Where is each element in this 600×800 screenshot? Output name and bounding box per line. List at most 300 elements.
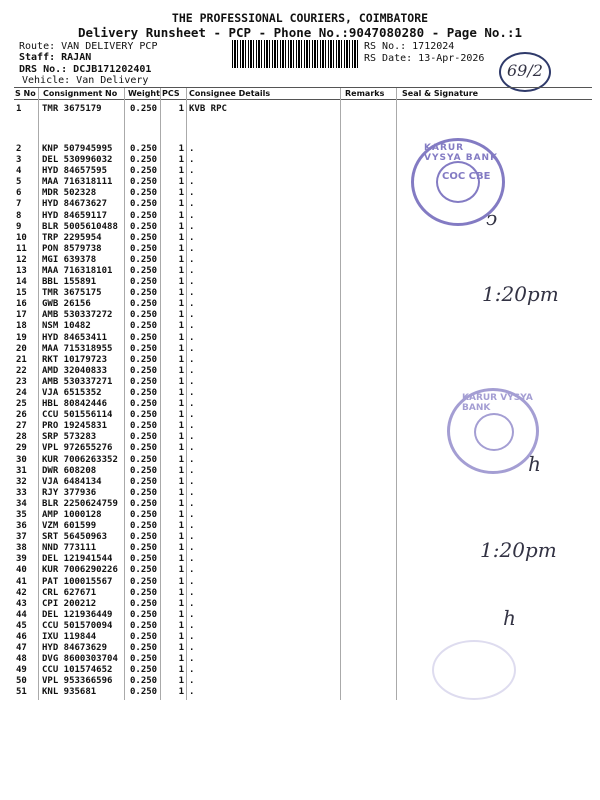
row-consignee: . [189, 410, 195, 421]
row-weight: 0.250 [130, 565, 158, 576]
table-row [0, 355, 600, 366]
row-sno: 2 [16, 144, 22, 154]
row-weight: 0.250 [130, 487, 158, 498]
row-consignment-no: RKT 10179723 [42, 354, 108, 365]
rs-number: RS No.: 1712024 [364, 41, 455, 52]
row-weight: 0.250 [130, 243, 158, 254]
row-weight: 0.250 [130, 399, 158, 410]
row-sno: 8 [16, 210, 22, 221]
row-consignee: . [189, 454, 195, 465]
row-consignment-no: MAA 716318101 [42, 265, 113, 276]
row-consignee: . [189, 354, 195, 365]
table-row [0, 643, 600, 654]
row-consignee: . [189, 265, 195, 276]
row-weight: 0.250 [130, 104, 158, 114]
row-consignee: . [189, 399, 195, 410]
table-row [0, 255, 600, 266]
row-consignment-no: NSM 10482 [42, 321, 91, 332]
row-weight: 0.250 [130, 665, 158, 676]
row-sno: 49 [16, 665, 27, 676]
row-pcs: 1 [178, 321, 184, 332]
table-row [0, 344, 600, 355]
row-sno: 35 [16, 509, 27, 520]
runsheet-subtitle: Delivery Runsheet - PCP - Phone No.:9047080280 - Page No.:1 [77, 25, 522, 40]
row-weight: 0.250 [130, 387, 158, 398]
row-consignee: . [189, 554, 195, 565]
row-weight: 0.250 [130, 310, 158, 321]
row-consignment-no: BLR 2250624759 [42, 498, 118, 509]
row-pcs: 1 [178, 332, 184, 343]
row-sno: 6 [16, 188, 22, 199]
row-sno: 23 [16, 376, 27, 387]
row-sno: 3 [16, 155, 22, 166]
row-consignment-no: MAA 715318955 [42, 343, 113, 354]
col-pcs: PCS [162, 89, 180, 98]
table-row [0, 233, 600, 244]
row-weight: 0.250 [130, 265, 158, 276]
row-consignee: . [189, 565, 195, 576]
row-consignee: . [189, 210, 195, 221]
row-weight: 0.250 [130, 410, 158, 421]
row-consignee: . [189, 421, 195, 432]
row-consignee: . [189, 310, 195, 321]
row-consignee: . [189, 277, 195, 288]
row-pcs: 1 [178, 454, 184, 465]
row-sno: 47 [16, 643, 27, 654]
row-weight: 0.250 [130, 432, 158, 443]
signature-mark: ℎ [503, 606, 516, 630]
row-pcs: 1 [178, 587, 184, 598]
row-weight: 0.250 [130, 254, 158, 265]
row-consignment-no: MAA 716318111 [42, 177, 113, 188]
handwritten-time: 1:20pm [480, 538, 557, 562]
row-pcs: 1 [178, 476, 184, 487]
row-sno: 40 [16, 565, 27, 576]
row-weight: 0.250 [130, 421, 158, 432]
table-row [0, 377, 600, 388]
row-weight: 0.250 [130, 609, 158, 620]
row-weight: 0.250 [130, 188, 158, 199]
row-consignment-no: BLR 5005610488 [42, 221, 118, 232]
row-consignee: . [189, 620, 195, 631]
col-remarks: Remarks [345, 89, 385, 98]
row-pcs: 1 [178, 687, 184, 698]
row-sno: 20 [16, 343, 27, 354]
row-consignment-no: KNL 935681 [42, 687, 97, 698]
row-pcs: 1 [178, 376, 184, 387]
table-row [0, 488, 600, 499]
row-consignee: . [189, 476, 195, 487]
faint-seal-stamp [432, 640, 516, 700]
row-pcs: 1 [178, 609, 184, 620]
row-pcs: 1 [178, 265, 184, 276]
row-sno: 11 [16, 243, 27, 254]
table-row [0, 477, 600, 488]
row-consignee: . [189, 166, 195, 177]
row-weight: 0.250 [130, 498, 158, 509]
row-pcs: 1 [178, 104, 184, 114]
row-pcs: 1 [178, 277, 184, 288]
row-weight: 0.250 [130, 454, 158, 465]
row-consignment-no: VZM 601599 [42, 521, 97, 532]
table-row [0, 577, 600, 588]
header-bottom-rule [14, 99, 592, 100]
row-consignment-no: AMD 32040833 [42, 365, 108, 376]
row-consignee: . [189, 432, 195, 443]
row-pcs: 1 [178, 243, 184, 254]
row-weight: 0.250 [130, 620, 158, 631]
col-weight: Weight [128, 89, 160, 98]
row-weight: 0.250 [130, 521, 158, 532]
row-consignee: . [189, 598, 195, 609]
row-sno: 33 [16, 487, 27, 498]
handwritten-circle-note [499, 52, 551, 92]
row-weight: 0.250 [130, 166, 158, 177]
row-pcs: 1 [178, 620, 184, 631]
row-weight: 0.250 [130, 144, 158, 154]
row-pcs: 1 [178, 155, 184, 166]
row-pcs: 1 [178, 254, 184, 265]
row-consignment-no: SRT 56450963 [42, 532, 108, 543]
row-consignee: KVB RPC [189, 104, 227, 114]
row-consignee: . [189, 288, 195, 299]
table-row [0, 104, 600, 115]
row-weight: 0.250 [130, 177, 158, 188]
table-row [0, 366, 600, 377]
table-row [0, 155, 600, 166]
row-sno: 15 [16, 288, 27, 299]
row-consignment-no: MGI 639378 [42, 254, 97, 265]
row-consignee: . [189, 243, 195, 254]
col-seal: Seal & Signature [402, 89, 479, 98]
row-weight: 0.250 [130, 532, 158, 543]
signature-mark: ↄ [486, 206, 498, 230]
row-consignee: . [189, 177, 195, 188]
row-consignee: . [189, 609, 195, 620]
row-sno: 46 [16, 631, 27, 642]
row-consignee: . [189, 654, 195, 665]
row-consignment-no: AMP 1000128 [42, 509, 102, 520]
row-consignee: . [189, 144, 195, 154]
row-sno: 31 [16, 465, 27, 476]
row-pcs: 1 [178, 443, 184, 454]
row-pcs: 1 [178, 421, 184, 432]
row-consignment-no: RJY 377936 [42, 487, 97, 498]
row-consignee: . [189, 509, 195, 520]
row-consignee: . [189, 343, 195, 354]
row-consignment-no: TRP 2295954 [42, 232, 102, 243]
row-weight: 0.250 [130, 221, 158, 232]
row-consignee: . [189, 376, 195, 387]
row-sno: 41 [16, 576, 27, 587]
row-consignment-no: DVG 8600303704 [42, 654, 118, 665]
handwritten-time: 1:20pm [482, 282, 559, 306]
row-consignee: . [189, 587, 195, 598]
row-sno: 14 [16, 277, 27, 288]
row-sno: 5 [16, 177, 22, 188]
row-pcs: 1 [178, 410, 184, 421]
row-sno: 37 [16, 532, 27, 543]
table-row [0, 510, 600, 521]
stamp-bank-name: KARUR VYSYA BANK [462, 393, 533, 413]
company-name: THE PROFESSIONAL COURIERS, COIMBATORE [171, 11, 429, 25]
row-consignment-no: MDR 502328 [42, 188, 97, 199]
row-consignment-no: DEL 530996032 [42, 155, 113, 166]
table-row [0, 632, 600, 643]
row-pcs: 1 [178, 598, 184, 609]
row-sno: 42 [16, 587, 27, 598]
row-consignee: . [189, 521, 195, 532]
row-sno: 10 [16, 232, 27, 243]
row-pcs: 1 [178, 387, 184, 398]
row-sno: 1 [16, 104, 22, 114]
row-consignment-no: DWR 608208 [42, 465, 97, 476]
row-weight: 0.250 [130, 643, 158, 654]
row-sno: 25 [16, 399, 27, 410]
row-weight: 0.250 [130, 587, 158, 598]
row-pcs: 1 [178, 354, 184, 365]
row-weight: 0.250 [130, 210, 158, 221]
row-consignee: . [189, 465, 195, 476]
row-pcs: 1 [178, 310, 184, 321]
table-row [0, 222, 600, 233]
row-sno: 50 [16, 676, 27, 687]
row-pcs: 1 [178, 221, 184, 232]
row-consignee: . [189, 188, 195, 199]
row-weight: 0.250 [130, 155, 158, 166]
row-consignment-no: HYD 84673629 [42, 643, 108, 654]
row-weight: 0.250 [130, 299, 158, 310]
row-sno: 43 [16, 598, 27, 609]
row-sno: 4 [16, 166, 22, 177]
row-consignee: . [189, 232, 195, 243]
row-consignee: . [189, 299, 195, 310]
row-consignment-no: CCU 501556114 [42, 410, 113, 421]
row-sno: 16 [16, 299, 27, 310]
row-consignment-no: CPI 200212 [42, 598, 97, 609]
row-sno: 26 [16, 410, 27, 421]
row-weight: 0.250 [130, 332, 158, 343]
row-sno: 21 [16, 354, 27, 365]
row-weight: 0.250 [130, 576, 158, 587]
row-consignment-no: GWB 26156 [42, 299, 91, 310]
row-sno: 30 [16, 454, 27, 465]
row-weight: 0.250 [130, 554, 158, 565]
row-pcs: 1 [178, 343, 184, 354]
row-sno: 45 [16, 620, 27, 631]
row-consignee: . [189, 221, 195, 232]
row-pcs: 1 [178, 665, 184, 676]
row-consignment-no: KUR 7006290226 [42, 565, 118, 576]
row-pcs: 1 [178, 643, 184, 654]
row-sno: 17 [16, 310, 27, 321]
table-row [0, 177, 600, 188]
row-sno: 18 [16, 321, 27, 332]
drs-number: DRS No.: DCJB171202401 [19, 64, 152, 75]
row-pcs: 1 [178, 631, 184, 642]
row-weight: 0.250 [130, 476, 158, 487]
row-weight: 0.250 [130, 509, 158, 520]
row-sno: 32 [16, 476, 27, 487]
table-row [0, 687, 600, 698]
row-pcs: 1 [178, 554, 184, 565]
table-row [0, 266, 600, 277]
table-row [0, 521, 600, 532]
row-sno: 29 [16, 443, 27, 454]
row-weight: 0.250 [130, 443, 158, 454]
row-pcs: 1 [178, 654, 184, 665]
table-row [0, 333, 600, 344]
row-weight: 0.250 [130, 365, 158, 376]
row-pcs: 1 [178, 576, 184, 587]
row-pcs: 1 [178, 498, 184, 509]
row-consignment-no: VJA 6484134 [42, 476, 102, 487]
row-consignee: . [189, 543, 195, 554]
table-row [0, 166, 600, 177]
row-weight: 0.250 [130, 598, 158, 609]
row-pcs: 1 [178, 543, 184, 554]
row-weight: 0.250 [130, 376, 158, 387]
row-consignee: . [189, 487, 195, 498]
row-pcs: 1 [178, 565, 184, 576]
row-consignment-no: VJA 6515352 [42, 387, 102, 398]
row-consignment-no: CRL 627671 [42, 587, 97, 598]
table-row [0, 244, 600, 255]
barcode [232, 40, 358, 68]
table-row [0, 211, 600, 222]
row-consignment-no: SRP 573283 [42, 432, 97, 443]
stamp-bank-name: KARUR VYSYA BANK [424, 143, 499, 163]
bank-seal-stamp [447, 388, 539, 474]
row-weight: 0.250 [130, 465, 158, 476]
row-consignee: . [189, 631, 195, 642]
row-consignee: . [189, 387, 195, 398]
table-row [0, 321, 600, 332]
row-sno: 36 [16, 521, 27, 532]
row-pcs: 1 [178, 365, 184, 376]
stamp-branch: COC CBE [442, 171, 491, 182]
row-weight: 0.250 [130, 543, 158, 554]
row-sno: 12 [16, 254, 27, 265]
row-sno: 44 [16, 609, 27, 620]
row-consignment-no: KNP 507945995 [42, 144, 113, 154]
row-consignment-no: DEL 121941544 [42, 554, 113, 565]
row-weight: 0.250 [130, 654, 158, 665]
row-pcs: 1 [178, 676, 184, 687]
col-sno: S No [15, 89, 36, 98]
row-pcs: 1 [178, 299, 184, 310]
row-sno: 28 [16, 432, 27, 443]
table-row [0, 565, 600, 576]
row-weight: 0.250 [130, 199, 158, 210]
circle-note-text: 69/2 [507, 61, 543, 80]
row-consignment-no: CCU 101574652 [42, 665, 113, 676]
row-sno: 51 [16, 687, 27, 698]
row-sno: 7 [16, 199, 22, 210]
row-consignee: . [189, 155, 195, 166]
row-weight: 0.250 [130, 277, 158, 288]
row-consignment-no: PRO 19245831 [42, 421, 108, 432]
table-row [0, 310, 600, 321]
row-sno: 13 [16, 265, 27, 276]
row-consignment-no: IXU 119844 [42, 631, 97, 642]
row-consignee: . [189, 199, 195, 210]
row-sno: 24 [16, 387, 27, 398]
row-sno: 22 [16, 365, 27, 376]
row-sno: 19 [16, 332, 27, 343]
row-consignee: . [189, 576, 195, 587]
row-consignee: . [189, 365, 195, 376]
row-consignment-no: HYD 84657595 [42, 166, 108, 177]
row-pcs: 1 [178, 199, 184, 210]
row-weight: 0.250 [130, 687, 158, 698]
table-row [0, 199, 600, 210]
table-row [0, 144, 600, 155]
row-pcs: 1 [178, 432, 184, 443]
row-consignment-no: TMR 3675179 [42, 104, 102, 114]
row-consignee: . [189, 532, 195, 543]
row-weight: 0.250 [130, 232, 158, 243]
signature-mark: ℎ [528, 452, 541, 476]
row-consignee: . [189, 687, 195, 698]
row-pcs: 1 [178, 177, 184, 188]
col-consignment: Consignment No [43, 89, 118, 98]
col-consignee: Consignee Details [189, 89, 271, 98]
row-consignment-no: PAT 100015567 [42, 576, 113, 587]
row-consignment-no: TMR 3675175 [42, 288, 102, 299]
row-consignee: . [189, 498, 195, 509]
row-pcs: 1 [178, 487, 184, 498]
row-weight: 0.250 [130, 343, 158, 354]
row-weight: 0.250 [130, 631, 158, 642]
row-pcs: 1 [178, 532, 184, 543]
row-pcs: 1 [178, 188, 184, 199]
route-label: Route: VAN DELIVERY PCP [19, 41, 158, 52]
row-weight: 0.250 [130, 288, 158, 299]
row-pcs: 1 [178, 509, 184, 520]
row-consignment-no: AMB 530337272 [42, 310, 113, 321]
row-pcs: 1 [178, 465, 184, 476]
row-weight: 0.250 [130, 676, 158, 687]
row-pcs: 1 [178, 210, 184, 221]
row-pcs: 1 [178, 288, 184, 299]
row-consignee: . [189, 643, 195, 654]
row-consignment-no: HYD 84659117 [42, 210, 108, 221]
row-consignment-no: KUR 7006263352 [42, 454, 118, 465]
row-sno: 27 [16, 421, 27, 432]
row-consignment-no: VPL 953366596 [42, 676, 113, 687]
row-consignee: . [189, 321, 195, 332]
row-consignee: . [189, 254, 195, 265]
row-weight: 0.250 [130, 321, 158, 332]
row-pcs: 1 [178, 399, 184, 410]
row-consignee: . [189, 443, 195, 454]
row-consignment-no: CCU 501570094 [42, 620, 113, 631]
row-sno: 48 [16, 654, 27, 665]
table-row [0, 499, 600, 510]
row-consignment-no: HYD 84653411 [42, 332, 108, 343]
row-pcs: 1 [178, 232, 184, 243]
row-sno: 34 [16, 498, 27, 509]
row-consignment-no: NND 773111 [42, 543, 97, 554]
row-consignment-no: AMB 530337271 [42, 376, 113, 387]
table-row [0, 188, 600, 199]
table-row [0, 588, 600, 599]
row-consignment-no: PON 8579738 [42, 243, 102, 254]
row-consignee: . [189, 676, 195, 687]
staff-label: Staff: RAJAN [19, 52, 92, 63]
row-consignment-no: HBL 80842446 [42, 399, 108, 410]
